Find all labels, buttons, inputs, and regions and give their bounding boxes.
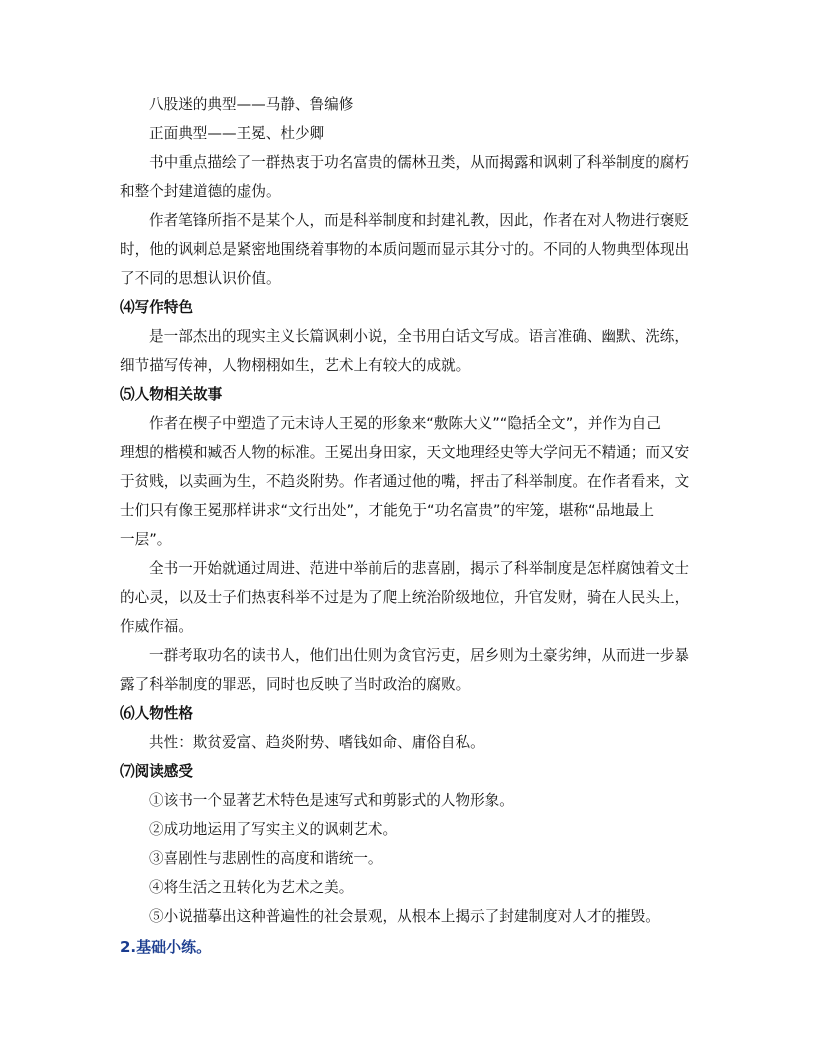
paragraph-line: 士们只有像王冕那样讲求“文行出处”，才能免于“功名富贵”的牢笼，堪称“品地最上 — [120, 502, 654, 519]
character-stories-paragraph-2 — [120, 554, 700, 641]
intro-line-1: 八股迷的典型——马静、鲁编修 — [149, 96, 354, 113]
paragraph-line: 作者在楔子中塑造了元末诗人王冕的形象来“敷陈大义”“隐括全文”，并作为自己 — [149, 415, 661, 432]
list-item: ⑤小说描摹出这种普遍性的社会景观，从根本上揭示了封建制度对人才的摧毁。 — [149, 908, 660, 925]
section-heading-character-stories: ⑸人物相关故事 — [120, 386, 223, 403]
section-heading-reading-impressions: ⑺阅读感受 — [120, 763, 193, 780]
paragraph-line: 露了科举制度的罪恶，同时也反映了当时政治的腐败。 — [120, 676, 471, 693]
writing-features-paragraph — [120, 322, 700, 380]
reading-impressions-list — [120, 786, 700, 931]
paragraph-line: 是一部杰出的现实主义长篇讽刺小说，全书用白话文写成。语言准确、幽默、洗练， — [149, 328, 689, 345]
paragraph-line: 了不同的思想认识价值。 — [120, 270, 281, 287]
paragraph-line: 一层”。 — [120, 531, 172, 548]
intro-paragraph-2 — [120, 206, 700, 293]
exercise-heading: 2.基础小练。 — [120, 938, 212, 956]
document-body — [120, 90, 700, 963]
paragraph-line: 于贫贱，以卖画为生，不趋炎附势。作者通过他的嘴，抨击了科举制度。在作者看来，文 — [120, 473, 690, 490]
intro-paragraph-1 — [120, 148, 700, 206]
section-heading-writing-features: ⑷写作特色 — [120, 299, 193, 316]
paragraph-line: 细节描写传神，人物栩栩如生，艺术上有较大的成就。 — [120, 357, 471, 374]
list-item: ③喜剧性与悲剧性的高度和谐统一。 — [149, 850, 383, 867]
character-traits-line: 共性：欺贫爱富、趋炎附势、嗜钱如命、庸俗自私。 — [149, 734, 485, 751]
paragraph-line: 作者笔锋所指不是某个人，而是科举制度和封建礼教，因此，作者在对人物进行褒贬 — [149, 212, 689, 229]
paragraph-line: 作威作福。 — [120, 618, 193, 635]
paragraph-line: 的心灵，以及士子们热衷科举不过是为了爬上统治阶级地位，升官发财，骑在人民头上， — [120, 589, 690, 606]
paragraph-line: 一群考取功名的读书人，他们出仕则为贪官污吏，居乡则为土豪劣绅，从而进一步暴 — [149, 647, 689, 664]
list-item: ④将生活之丑转化为艺术之美。 — [149, 879, 354, 896]
intro-line-2: 正面典型——王冕、杜少卿 — [149, 125, 325, 142]
list-item: ②成功地运用了写实主义的讽刺艺术。 — [149, 821, 398, 838]
section-heading-character-traits: ⑹人物性格 — [120, 705, 193, 722]
paragraph-line: 和整个封建道德的虚伪。 — [120, 183, 281, 200]
paragraph-line: 理想的楷模和臧否人物的标准。王冕出身田家，天文地理经史等大学问无不精通；而又安 — [120, 444, 690, 461]
paragraph-line: 全书一开始就通过周进、范进中举前后的悲喜剧，揭示了科举制度是怎样腐蚀着文士 — [149, 560, 689, 577]
list-item: ①该书一个显著艺术特色是速写式和剪影式的人物形象。 — [149, 792, 514, 809]
paragraph-line: 时，他的讽刺总是紧密地围绕着事物的本质问题而显示其分寸的。不同的人物典型体现出 — [120, 241, 690, 258]
character-stories-paragraph-3 — [120, 641, 700, 699]
paragraph-line: 书中重点描绘了一群热衷于功名富贵的儒林丑类，从而揭露和讽刺了科举制度的腐朽 — [149, 154, 689, 171]
character-stories-paragraph-1 — [120, 409, 700, 554]
